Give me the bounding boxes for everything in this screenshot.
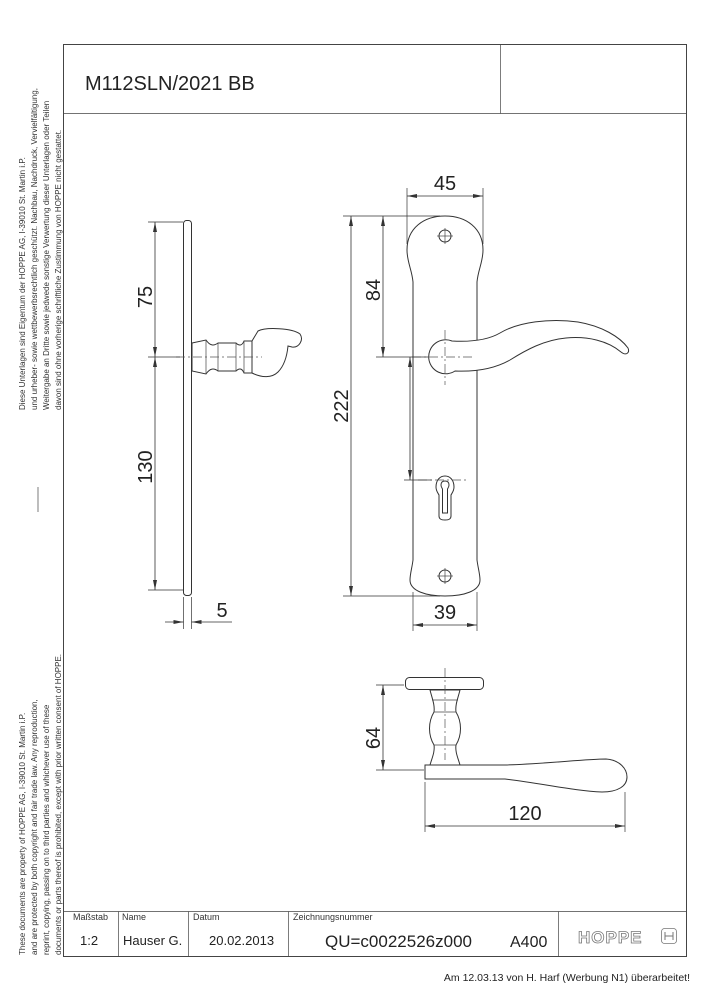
rose-plate-top <box>406 678 484 690</box>
hoppe-logo <box>578 928 677 947</box>
dimension-label-130: 130 <box>135 450 157 484</box>
name-label: Name <box>122 912 147 922</box>
hoppe-logo-mark-icon <box>662 929 677 944</box>
date-value: 20.02.2013 <box>209 933 275 948</box>
drawing-number-value: QU=c0022526z000 <box>325 932 472 951</box>
notice-en-line: documents or parts thereof is prohibited, except with prior written consent of HOPPE. <box>54 653 63 955</box>
notice-en-line: reprint, copying, passing on to third parties and whichever use of these <box>42 704 51 955</box>
notice-de-line: und urheber- sowie wettbewerbsrechtlich geschützt. Nachbau, Nachdruck, Vervielfältigung, <box>30 88 39 410</box>
format-value: A400 <box>510 934 548 951</box>
front-view <box>331 173 629 631</box>
scale-label: Maßstab <box>73 912 109 922</box>
dimension-label-5: 5 <box>216 600 228 622</box>
notice-en-line: and are protected by both copyright and fair trade law. Any reproduction, <box>30 699 39 955</box>
drawing-frame <box>64 45 687 957</box>
top-view <box>363 668 627 832</box>
copyright-notice-german <box>18 88 63 410</box>
title-block <box>64 912 687 957</box>
drawing-title: M112SLN/2021 BB <box>85 73 255 95</box>
copyright-notice-english <box>18 654 63 955</box>
backplate-front <box>407 216 483 596</box>
logo-lettering: HOPPE <box>578 928 643 947</box>
dimension-label-75: 75 <box>135 285 157 309</box>
dimension-label-84: 84 <box>363 278 385 302</box>
dimension-label-222: 222 <box>331 389 353 423</box>
notice-de-line: Weitergabe an Dritte sowie jedwede sonstige Verwertung dieser Unterlagen oder Teilen <box>42 100 51 410</box>
lever-end-side <box>252 329 301 377</box>
scale-value: 1:2 <box>80 933 99 948</box>
dimension-label-39: 39 <box>433 602 457 624</box>
notice-de-line: Diese Unterlagen sind Eigentum der HOPPE AG, I-39010 St. Martin i.P. <box>18 157 27 410</box>
keyhole-icon <box>441 481 449 513</box>
backplate-side <box>184 221 192 596</box>
side-view <box>135 221 301 630</box>
dimension-label-45: 45 <box>433 173 457 195</box>
name-value: Hauser G. <box>123 933 183 948</box>
notice-en-line: These documents are property of HOPPE AG, I-39010 St. Martin i.P. <box>18 712 27 955</box>
revision-note: Am 12.03.13 von H. Harf (Werbung N1) überarbeitet! <box>443 972 690 984</box>
date-label: Datum <box>193 912 220 922</box>
notice-de-line: davon sind ohne vorherige schriftliche Zustimmung von HOPPE nicht gestattet. <box>54 129 63 410</box>
dimension-label-64: 64 <box>363 726 385 750</box>
drawing-number-label: Zeichnungsnummer <box>293 912 373 922</box>
dimension-label-120: 120 <box>508 803 542 825</box>
